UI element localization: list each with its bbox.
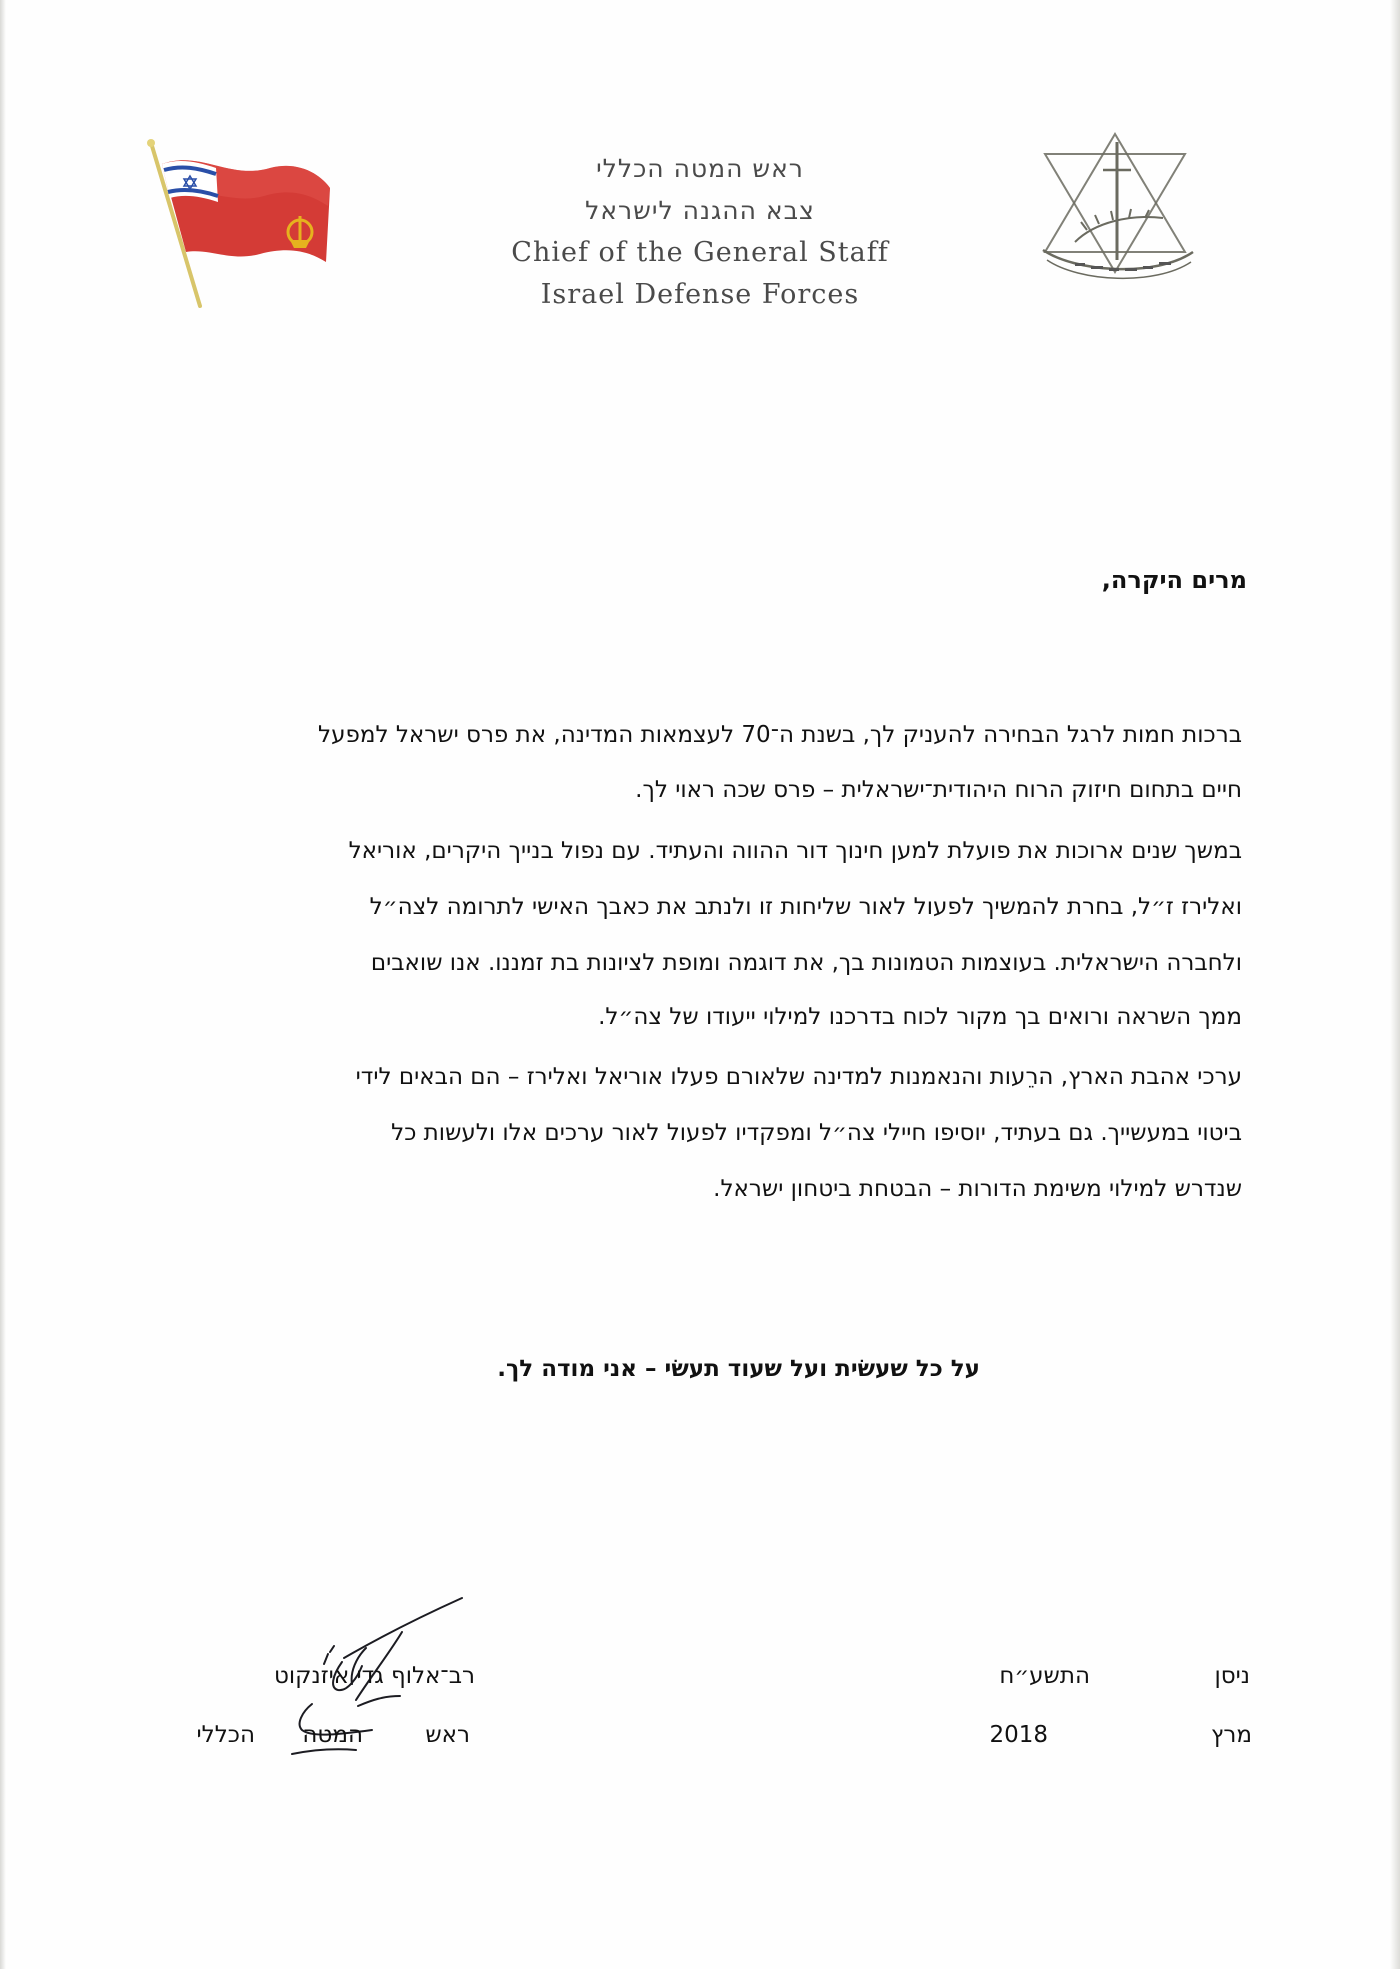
idf-emblem-icon bbox=[1035, 122, 1235, 302]
paragraph-2-line-1: במשך שנים ארוכות את פועלת למען חינוך דור ההווה והעתיד. עם נפול בנייך היקרים, אוריאל bbox=[348, 838, 1242, 864]
closing-line: על כל שעשׂית ועל שעוד תעשׂי – אני מודה לך. bbox=[497, 1356, 980, 1382]
paragraph-3-line-3: שנדרש למילוי משימת הדורות – הבטחת ביטחון ישראל. bbox=[713, 1176, 1242, 1202]
signatory-name: רב־אלוף גדי איזנקוט bbox=[274, 1663, 475, 1689]
letterhead-org-en: Israel Defense Forces bbox=[540, 279, 860, 310]
chief-of-staff-flag-icon bbox=[140, 128, 340, 308]
paragraph-1-line-1: ברכות חמות לרגל הבחירה להעניק לך, בשנת ה־70 לעצמאות המדינה, את פרס ישראל למפעל bbox=[318, 722, 1242, 748]
date-greg-year: 2018 bbox=[989, 1722, 1048, 1748]
paper-edge-left bbox=[0, 0, 6, 1969]
paragraph-2-line-2: ואלירז ז״ל, בחרת להמשיך לפעול לאור שליחות זו ולנתב את כאבך האישי לתרומה לצה״ל bbox=[369, 894, 1242, 920]
paper-edge-right bbox=[1390, 0, 1400, 1969]
signatory-role-3: הכללי bbox=[196, 1722, 255, 1748]
letterhead-org-he: צבא ההגנה לישראל bbox=[585, 196, 815, 225]
date-greg-month: מרץ bbox=[1210, 1722, 1252, 1748]
paragraph-1-line-2: חיים בתחום חיזוק הרוח היהודית־ישראלית – פרס שכה ראוי לך. bbox=[635, 777, 1242, 803]
paragraph-2-line-3: ולחברה הישראלית. בעוצמות הטמונות בך, את דוגמה ומופת לציונות בת זמננו. אנו שואבים bbox=[370, 950, 1242, 976]
letterhead bbox=[470, 148, 930, 316]
paragraph-3-line-2: ביטוי במעשייך. גם בעתיד, יוסיפו חיילי צה״ל ומפקדיו לפעול לאור ערכים אלו ולעשות כל bbox=[391, 1120, 1242, 1146]
date-hebrew-month: ניסן bbox=[1214, 1663, 1250, 1689]
letterhead-title-he: ראש המטה הכללי bbox=[596, 154, 804, 183]
paragraph-3-line-1: ערכי אהבת הארץ, הרֵעות והנאמנות למדינה שלאורם פעלו אוריאל ואלירז – הם הבאים לידי bbox=[355, 1064, 1242, 1090]
date-hebrew-year: התשע״ח bbox=[999, 1663, 1090, 1689]
letterhead-title-en: Chief of the General Staff bbox=[511, 237, 889, 268]
salutation: מרים היקרה, bbox=[1101, 566, 1247, 594]
paragraph-2-line-4: ממך השראה ורואים בך מקור לכוח בדרכנו למילוי ייעודו של צה״ל. bbox=[598, 1004, 1242, 1030]
signatory-role-1: ראש bbox=[425, 1722, 470, 1748]
signatory-role-2: המטה bbox=[302, 1722, 363, 1748]
